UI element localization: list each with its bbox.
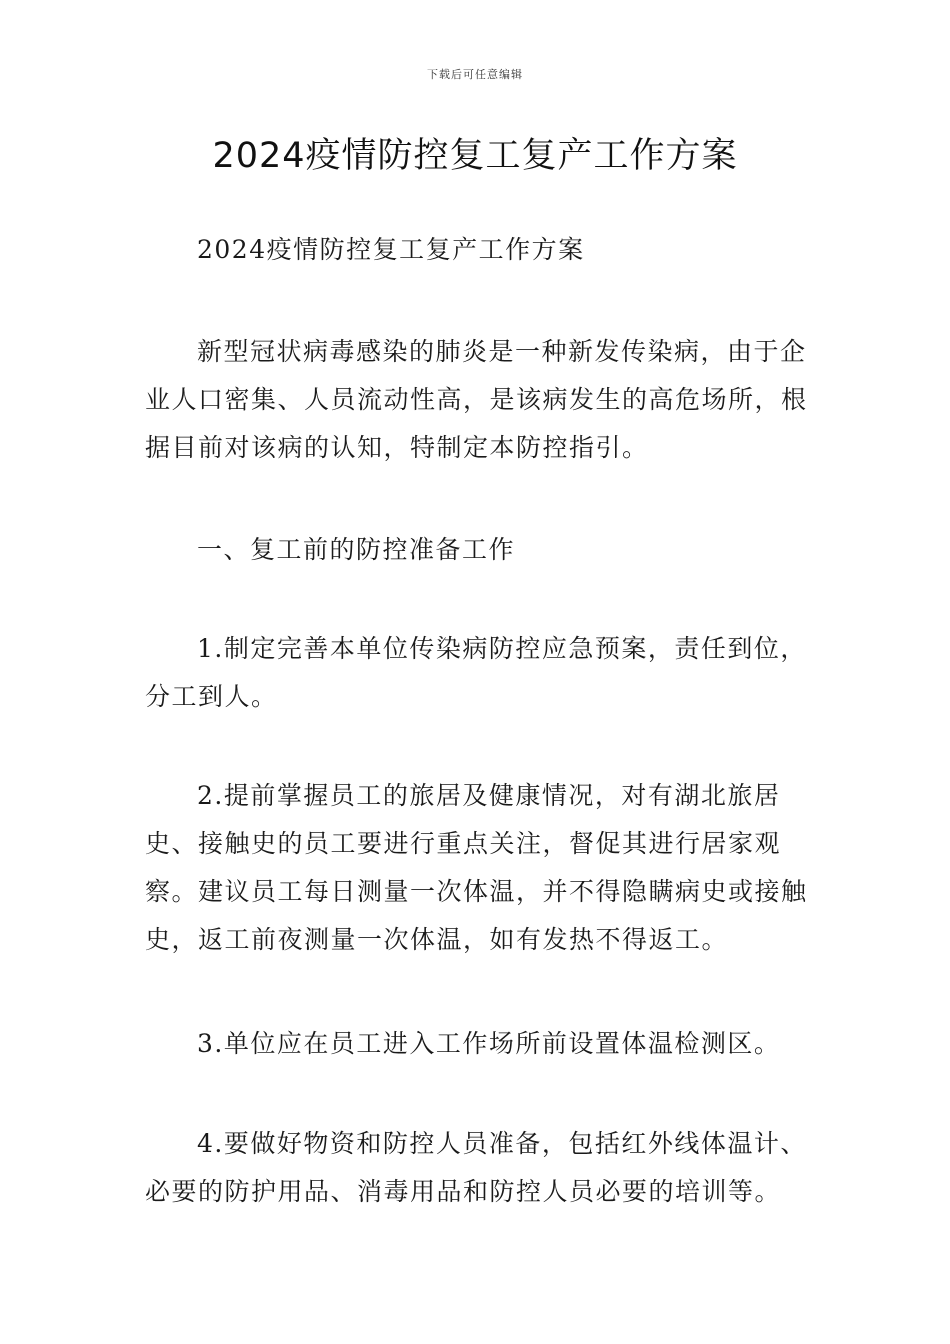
document-subtitle: 2024疫情防控复工复产工作方案 [197,235,585,264]
list-item: 3.单位应在员工进入工作场所前设置体温检测区。 [197,1029,781,1058]
document-title: 2024疫情防控复工复产工作方案 [212,136,738,176]
list-item: 2.提前掌握员工的旅居及健康情况，对有湖北旅居史、接触史的员工要进行重点关注，督促其进行居家观察。建议员工每日测量一次体温，并不得隐瞒病史或接触史，返工前夜测量一次体温，如有发热不得返工。 [145,781,808,954]
header-note: 下载后可任意编辑 [427,68,523,81]
list-item: 1.制定完善本单位传染病防控应急预案，责任到位，分工到人。 [145,634,807,711]
section-heading: 一、复工前的防控准备工作 [197,535,516,564]
intro-paragraph: 新型冠状病毒感染的肺炎是一种新发传染病，由于企业人口密集、人员流动性高，是该病发生的高危场所，根据目前对该病的认知，特制定本防控指引。 [145,337,808,462]
list-item: 4.要做好物资和防控人员准备，包括红外线体温计、必要的防护用品、消毒用品和防控人员必要的培训等。 [145,1129,807,1206]
